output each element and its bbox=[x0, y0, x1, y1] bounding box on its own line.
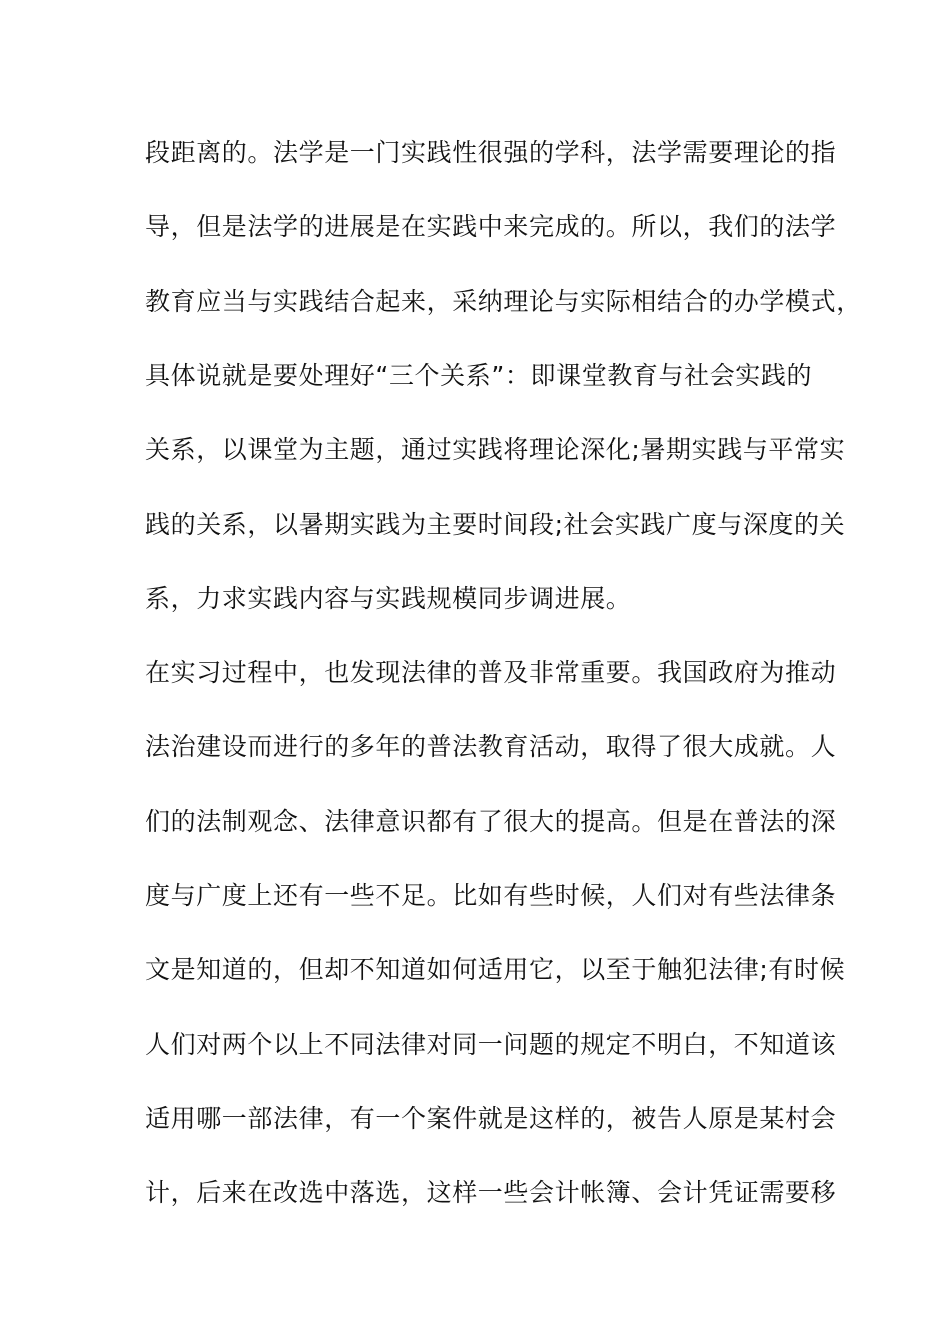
text-line: 文是知道的，但却不知道如何适用它，以至于触犯法律;有时候 bbox=[145, 955, 846, 984]
text-line: 计，后来在改选中落选，这样一些会计帐簿、会计凭证需要移 bbox=[145, 1178, 837, 1207]
text-line: 导，但是法学的进展是在实践中来完成的。所以，我们的法学 bbox=[145, 212, 837, 241]
text-line: 在实习过程中，也发现法律的普及非常重要。我国政府为推动 bbox=[145, 658, 837, 687]
text-line: 法治建设而进行的多年的普法教育活动，取得了很大成就。人 bbox=[145, 732, 837, 761]
text-line: 适用哪一部法律，有一个案件就是这样的，被告人原是某村会 bbox=[145, 1104, 837, 1133]
text-line: 人们对两个以上不同法律对同一问题的规定不明白，不知道该 bbox=[145, 1030, 837, 1059]
text-line: 关系，以课堂为主题，通过实践将理论深化;暑期实践与平常实 bbox=[145, 435, 846, 464]
text-line: 们的法制观念、法律意识都有了很大的提高。但是在普法的深 bbox=[145, 807, 837, 836]
text-line: 践的关系，以暑期实践为主要时间段;社会实践广度与深度的关 bbox=[145, 510, 846, 539]
text-line: 度与广度上还有一些不足。比如有些时候，人们对有些法律条 bbox=[145, 881, 837, 910]
text-line: 系，力求实践内容与实践规模同步调进展。 bbox=[145, 584, 632, 613]
text-line: 段距离的。法学是一门实践性很强的学科，法学需要理论的指 bbox=[145, 138, 837, 167]
text-line: 具体说就是要处理好“三个关系”：即课堂教育与社会实践的 bbox=[145, 361, 813, 390]
text-line: 教育应当与实践结合起来，采纳理论与实际相结合的办学模式， bbox=[145, 287, 862, 316]
